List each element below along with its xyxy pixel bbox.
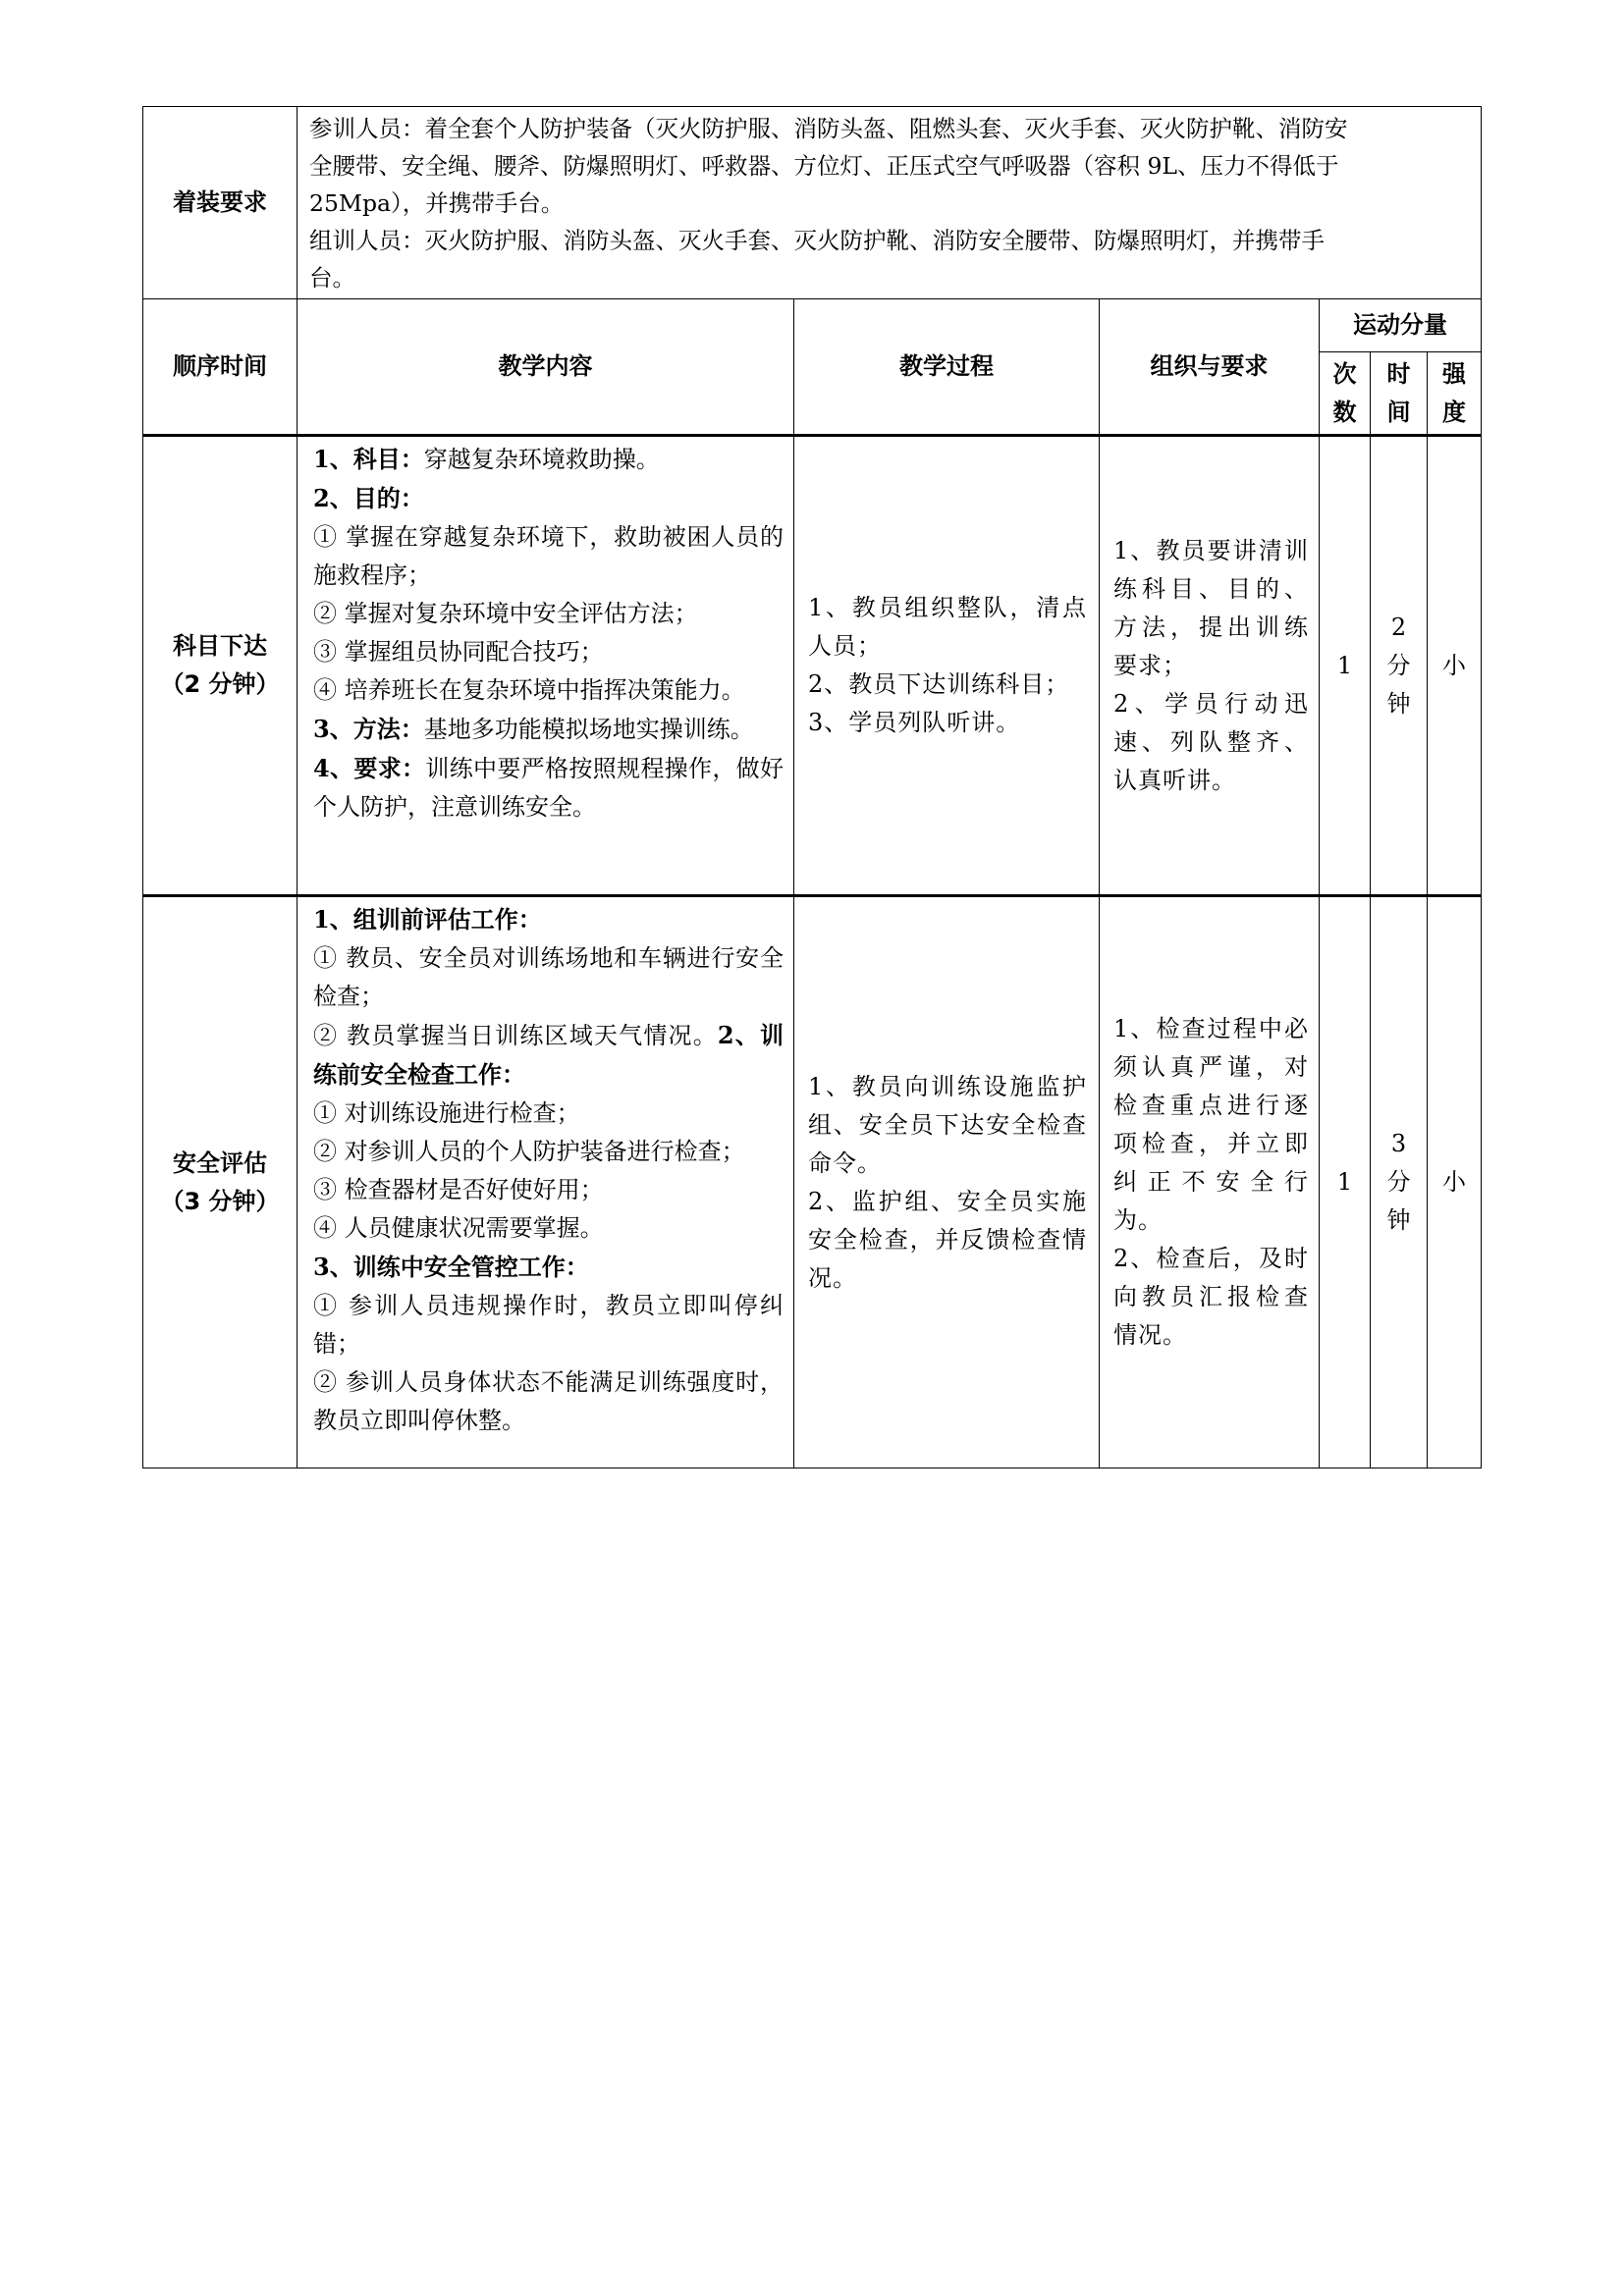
time-unit-1: 分: [1386, 651, 1411, 679]
header-intensity: [1428, 352, 1482, 436]
content-item: 1、科目：穿越复杂环境救助操。: [313, 445, 660, 473]
content-item: 2、目的：: [313, 484, 424, 512]
content-item: 3、训练中安全管控工作：: [313, 1253, 589, 1281]
content-item: 3、方法：基地多功能模拟场地实操训练。: [313, 715, 754, 743]
attire-label: 着装要求: [143, 107, 298, 299]
sequence-duration: （3 分钟）: [160, 1187, 280, 1215]
header-time-char-1: 时: [1386, 359, 1411, 388]
requirements-cell: [1100, 896, 1320, 1468]
time-unit-1: 分: [1386, 1168, 1411, 1196]
requirement-item: 1、检查过程中必须认真严谨，对检查重点进行逐项检查，并立即纠正不安全行为。: [1113, 1015, 1309, 1234]
sequence-duration: （2 分钟）: [160, 670, 280, 698]
header-time-char-2: 间: [1386, 398, 1411, 426]
content-cell: [298, 436, 794, 896]
table-row-subject-briefing: [143, 436, 1482, 896]
header-teaching-content: 教学内容: [298, 299, 794, 436]
process-cell: [794, 896, 1100, 1468]
time-unit-2: 钟: [1386, 1206, 1411, 1234]
count-value: 1: [1320, 436, 1371, 896]
requirement-item: 2、学员行动迅速、列队整齐、认真听讲。: [1113, 689, 1309, 794]
intensity-value: 小: [1428, 436, 1482, 896]
attire-organizers-line-2: 台。: [309, 263, 355, 292]
process-item: 1、教员组织整队，清点人员；: [808, 594, 1087, 660]
time-unit-2: 钟: [1386, 689, 1411, 718]
content-item: ① 参训人员违规操作时，教员立即叫停纠错；: [313, 1292, 784, 1358]
time-value: 3: [1390, 1130, 1407, 1157]
intensity-value: 小: [1428, 896, 1482, 1468]
time-value: 2: [1390, 613, 1407, 641]
content-item: ① 掌握在穿越复杂环境下，救助被困人员的施救程序；: [313, 523, 784, 589]
header-intensity-char-2: 度: [1442, 398, 1466, 426]
process-cell: [794, 436, 1100, 896]
content-item: ④ 人员健康状况需要掌握。: [313, 1214, 604, 1242]
sequence-cell: [143, 436, 298, 896]
content-item: ② 参训人员身体状态不能满足训练强度时，教员立即叫停休整。: [313, 1368, 784, 1434]
content-item: ① 教员、安全员对训练场地和车辆进行安全检查；: [313, 944, 784, 1010]
process-item: 2、教员下达训练科目；: [808, 670, 1070, 698]
sequence-name: 科目下达: [173, 632, 267, 660]
attire-participants-line-1: 参训人员：着全套个人防护装备（灭火防护服、消防头盔、阻燃头套、灭火手套、灭火防护靴、消防安: [309, 114, 1348, 142]
content-item: ② 掌握对复杂环境中安全评估方法；: [313, 600, 698, 627]
content-item: ② 对参训人员的个人防护装备进行检查；: [313, 1138, 745, 1165]
attire-organizers-line-1: 组训人员：灭火防护服、消防头盔、灭火手套、灭火防护靴、消防安全腰带、防爆照明灯，并携带手: [309, 226, 1325, 254]
content-item: ③ 检查器材是否好使好用；: [313, 1176, 604, 1203]
process-item: 1、教员向训练设施监护组、安全员下达安全检查命令。: [808, 1072, 1087, 1177]
header-count-char-1: 次: [1332, 359, 1357, 388]
header-organization-requirements: 组织与要求: [1100, 299, 1320, 436]
requirements-cell: [1100, 436, 1320, 896]
count-value: 1: [1320, 896, 1371, 1468]
requirement-item: 1、教员要讲清训练科目、目的、方法，提出训练要求；: [1113, 536, 1309, 679]
header-sequence-time: 顺序时间: [143, 299, 298, 436]
content-item: ② 教员掌握当日训练区域天气情况。2、训练前安全检查工作：: [313, 1021, 784, 1089]
header-intensity-char-1: 强: [1442, 359, 1466, 388]
content-cell: [298, 896, 794, 1468]
content-item: 1、组训前评估工作：: [313, 905, 542, 934]
sequence-cell: [143, 896, 298, 1468]
time-value-cell: [1371, 436, 1428, 896]
content-item: ③ 掌握组员协同配合技巧；: [313, 638, 604, 666]
time-value-cell: [1371, 896, 1428, 1468]
requirement-item: 2、检查后，及时向教员汇报检查情况。: [1113, 1245, 1309, 1349]
sequence-name: 安全评估: [173, 1148, 267, 1177]
process-item: 3、学员列队听讲。: [808, 709, 1021, 736]
attire-participants-line-2: 全腰带、安全绳、腰斧、防爆照明灯、呼救器、方位灯、正压式空气呼吸器（容积 9L、压力不得低于: [309, 151, 1339, 180]
header-teaching-process: 教学过程: [794, 299, 1100, 436]
header-row-top: [143, 299, 1482, 352]
process-item: 2、监护组、安全员实施安全检查，并反馈检查情况。: [808, 1187, 1087, 1292]
header-count-char-2: 数: [1332, 398, 1357, 426]
attire-text: [298, 107, 1482, 299]
training-plan-table: [142, 106, 1482, 1468]
header-exercise-load: 运动分量: [1320, 299, 1482, 352]
content-item: 4、要求：训练中要严格按照规程操作，做好个人防护，注意训练安全。: [313, 754, 784, 821]
attire-participants-line-3: 25Mpa），并携带手台。: [309, 188, 565, 217]
content-item: ① 对训练设施进行检查；: [313, 1099, 580, 1127]
header-time: [1371, 352, 1428, 436]
attire-row: [143, 107, 1482, 299]
table-row-safety-assessment: [143, 896, 1482, 1468]
content-item: ④ 培养班长在复杂环境中指挥决策能力。: [313, 676, 745, 704]
header-count: [1320, 352, 1371, 436]
